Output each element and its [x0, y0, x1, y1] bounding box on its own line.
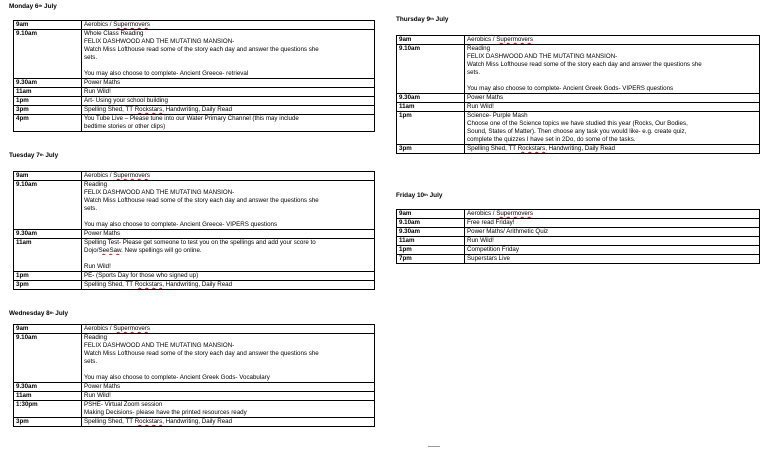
activity-line: Spelling Shed, TT Rockstars, Handwriting, Daily Read	[84, 106, 233, 113]
activity-cell	[465, 36, 760, 45]
activity-line: Aerobics / Supermovers	[84, 172, 151, 179]
activity-line: sets.	[467, 69, 481, 76]
time-cell: 9am	[397, 36, 465, 45]
time-cell: 9am	[14, 325, 82, 334]
schedule-row	[14, 334, 375, 383]
activity-line: Spelling Shed, TT Rockstars, Handwriting, Daily Read	[467, 145, 616, 152]
schedule-row	[14, 97, 375, 106]
time-cell: 1:30pm	[14, 401, 82, 418]
activity-line: You Tube Live – Please tune into our Water Primary Channel (this may include	[84, 115, 299, 122]
schedule-row	[397, 112, 760, 145]
activity-cell	[465, 237, 760, 246]
time-cell: 3pm	[397, 145, 465, 154]
activity-line: Watch Miss Lofthouse read some of the story each day and answer the questions she	[84, 350, 319, 357]
schedule-row	[14, 21, 375, 30]
schedule-table-wednesday	[13, 324, 375, 427]
day-title-suffix: th	[49, 310, 54, 315]
activity-line: Run Wild!	[84, 263, 111, 270]
schedule-row	[14, 79, 375, 88]
activity-line: FELIX DASHWOOD AND THE MUTATING MANSION-	[84, 189, 235, 196]
time-cell: 3pm	[14, 418, 82, 427]
activity-line: Spelling Test- Please get someone to test you on the spellings and add your score to	[84, 239, 316, 246]
day-title-friday	[396, 192, 442, 200]
time-cell: 9.10am	[397, 45, 465, 94]
activity-line: Making Decisions- please have the printed resources ready	[84, 409, 247, 416]
day-title-text: Tuesday 7	[9, 152, 40, 159]
schedule-table-tuesday	[13, 171, 375, 290]
schedule-table-monday	[13, 20, 375, 132]
activity-cell	[82, 30, 375, 79]
day-title-month: July	[53, 310, 69, 317]
activity-cell	[82, 392, 375, 401]
page-footer-mark	[428, 446, 440, 447]
day-title-suffix: th	[39, 152, 44, 157]
activity-line: Power Maths	[84, 79, 121, 86]
schedule-row	[14, 172, 375, 181]
activity-line: complete the quizzes I have set in 2Do, do some of the tasks.	[467, 136, 636, 143]
activity-line: You may also choose to complete- Ancient Greek Gods- VIPERS questions	[467, 85, 674, 92]
schedule-row	[397, 246, 760, 255]
activity-cell	[82, 106, 375, 115]
time-cell: 9.30am	[397, 94, 465, 103]
day-title-suffix: th	[424, 192, 428, 197]
time-cell: 1pm	[14, 97, 82, 106]
schedule-row	[14, 418, 375, 427]
time-cell: 11am	[14, 392, 82, 401]
time-cell: 9.10am	[14, 30, 82, 79]
time-cell: 9.30am	[14, 383, 82, 392]
activity-line: FELIX DASHWOOD AND THE MUTATING MANSION-	[84, 342, 235, 349]
schedule-row	[397, 237, 760, 246]
schedule-row	[14, 272, 375, 281]
activity-line: Power Maths	[84, 383, 121, 390]
schedule-row	[14, 181, 375, 230]
activity-cell	[82, 281, 375, 290]
activity-line	[467, 77, 757, 85]
activity-cell	[82, 21, 375, 30]
activity-line: You may also choose to complete- Ancient Greece- retrieval	[84, 70, 249, 77]
activity-line: Watch Miss Lofthouse read some of the story each day and answer the questions she	[84, 197, 319, 204]
activity-line: Spelling Shed, TT Rockstars, Handwriting, Daily Read	[84, 281, 233, 288]
day-title-wednesday	[9, 310, 68, 318]
activity-cell	[82, 79, 375, 88]
schedule-row	[14, 325, 375, 334]
time-cell: 1pm	[14, 272, 82, 281]
activity-line: Aerobics / Supermovers	[467, 210, 534, 217]
activity-line: Aerobics / Supermovers	[84, 21, 151, 28]
schedule-row	[397, 94, 760, 103]
activity-line: sets.	[84, 205, 98, 212]
activity-line: Free read Friday!	[467, 219, 515, 226]
activity-line: Power Maths	[467, 94, 504, 101]
schedule-row	[14, 230, 375, 239]
schedule-row	[397, 255, 760, 264]
activity-line: Reading	[84, 181, 108, 188]
schedule-row	[397, 145, 760, 154]
activity-line: Choose one of the Science topics we have studied this year (Rocks, Our Bodies,	[467, 120, 688, 127]
activity-line: Reading	[467, 45, 491, 52]
activity-line: Run Wild!	[467, 237, 494, 244]
activity-line: Aerobics / Supermovers	[467, 36, 534, 43]
activity-cell	[82, 239, 375, 272]
activity-line: Science- Purple Mash	[467, 112, 528, 119]
activity-line: Run Wild!	[84, 88, 111, 95]
activity-cell	[82, 115, 375, 132]
activity-line: sets.	[84, 54, 98, 61]
schedule-row	[14, 383, 375, 392]
activity-cell	[82, 401, 375, 418]
activity-line: bedtime stories or other clips)	[84, 123, 166, 130]
activity-line: Reading	[84, 334, 108, 341]
activity-line: Run Wild!	[467, 103, 494, 110]
schedule-row	[14, 30, 375, 79]
schedule-row	[14, 239, 375, 272]
activity-line: You may also choose to complete- Ancient Greek Gods- Vocabulary	[84, 374, 270, 381]
day-title-month: July	[43, 152, 59, 159]
day-title-text: Monday 6	[9, 3, 39, 10]
activity-line: Aerobics / Supermovers	[84, 325, 151, 332]
schedule-table-thursday	[396, 35, 760, 154]
day-title-month: July	[433, 16, 449, 23]
time-cell: 9.10am	[14, 334, 82, 383]
activity-cell	[82, 325, 375, 334]
activity-line: Art- Using your school building	[84, 97, 168, 104]
time-cell: 9.30am	[14, 79, 82, 88]
activity-cell	[465, 255, 760, 264]
time-cell: 11am	[397, 103, 465, 112]
spellcheck-word: SeeSaw	[98, 247, 122, 254]
activity-cell	[465, 228, 760, 237]
spellcheck-word: Rockstars	[134, 106, 163, 113]
activity-line	[84, 62, 372, 70]
time-cell: 1pm	[397, 246, 465, 255]
activity-line: Superstars Live	[467, 255, 510, 262]
activity-line: FELIX DASHWOOD AND THE MUTATING MANSION-	[467, 53, 618, 60]
time-cell: 3pm	[14, 106, 82, 115]
time-cell: 9am	[14, 21, 82, 30]
spellcheck-word: Rockstars	[134, 418, 163, 425]
spellcheck-word: Supermovers	[496, 210, 534, 217]
activity-line: Sound, States of Matter). Then choose any task you would like- e.g. create quiz,	[467, 128, 687, 135]
time-cell: 9.10am	[397, 219, 465, 228]
day-title-suffix: th	[430, 16, 434, 21]
activity-line	[84, 366, 372, 374]
activity-cell	[465, 94, 760, 103]
time-cell: 1pm	[397, 112, 465, 145]
activity-cell	[82, 97, 375, 106]
activity-line	[84, 213, 372, 221]
activity-line: Power Maths	[84, 230, 121, 237]
schedule-row	[14, 392, 375, 401]
day-title-text: Wednesday 8	[9, 310, 50, 317]
time-cell: 3pm	[14, 281, 82, 290]
activity-cell	[465, 219, 760, 228]
spellcheck-word: Supermovers	[496, 36, 534, 43]
activity-cell	[82, 181, 375, 230]
activity-line	[84, 255, 372, 263]
spellcheck-word: Rockstars	[517, 145, 546, 152]
schedule-row	[14, 88, 375, 97]
schedule-row	[397, 36, 760, 45]
day-title-monday	[9, 3, 57, 11]
activity-cell	[82, 88, 375, 97]
activity-cell	[465, 45, 760, 94]
schedule-row	[14, 115, 375, 132]
spellcheck-word: Supermovers	[113, 172, 151, 179]
activity-cell	[82, 172, 375, 181]
time-cell: 7pm	[397, 255, 465, 264]
activity-line: Dojo/SeeSaw. New spellings will go online.	[84, 247, 202, 254]
day-title-text: Friday 10	[396, 192, 425, 199]
schedule-row	[397, 103, 760, 112]
activity-line: You may also choose to complete- Ancient Greece- VIPERS questions	[84, 221, 278, 228]
schedule-row	[14, 401, 375, 418]
activity-line: Run Wild!	[84, 392, 111, 399]
activity-line: Whole Class Reading	[84, 30, 144, 37]
time-cell: 9am	[14, 172, 82, 181]
activity-cell	[82, 418, 375, 427]
schedule-row	[14, 281, 375, 290]
activity-line: Watch Miss Lofthouse read some of the story each day and answer the questions she	[467, 61, 702, 68]
schedule-row	[397, 45, 760, 94]
activity-cell	[465, 145, 760, 154]
activity-line: Watch Miss Lofthouse read some of the story each day and answer the questions she	[84, 46, 319, 53]
activity-line: FELIX DASHWOOD AND THE MUTATING MANSION-	[84, 38, 235, 45]
spellcheck-word: Supermovers	[113, 325, 151, 332]
activity-cell	[465, 210, 760, 219]
schedule-row	[397, 210, 760, 219]
schedule-row	[14, 106, 375, 115]
activity-cell	[465, 103, 760, 112]
time-cell: 11am	[14, 88, 82, 97]
day-title-suffix: th	[38, 3, 43, 8]
time-cell: 11am	[14, 239, 82, 272]
time-cell: 9.10am	[14, 181, 82, 230]
spellcheck-word: Rockstars	[134, 281, 163, 288]
activity-line: PE- (Sports Day for those who signed up)	[84, 272, 199, 279]
day-title-thursday	[396, 16, 448, 24]
day-title-text: Thursday 9	[396, 16, 431, 23]
activity-cell	[82, 383, 375, 392]
activity-line: Spelling Shed, TT Rockstars, Handwriting, Daily Read	[84, 418, 233, 425]
spellcheck-word: Supermovers	[113, 21, 151, 28]
activity-cell	[82, 272, 375, 281]
time-cell: 4pm	[14, 115, 82, 132]
activity-cell	[465, 112, 760, 145]
activity-line: sets.	[84, 358, 98, 365]
time-cell: 9.30am	[14, 230, 82, 239]
day-title-month: July	[42, 3, 57, 10]
time-cell: 11am	[397, 237, 465, 246]
activity-cell	[465, 246, 760, 255]
time-cell: 9.30am	[397, 228, 465, 237]
schedule-row	[397, 228, 760, 237]
activity-line: Power Maths/ Arithmetic Quiz	[467, 228, 549, 235]
day-title-tuesday	[9, 152, 58, 160]
day-title-month: July	[427, 192, 443, 199]
activity-cell	[82, 230, 375, 239]
activity-line: PSHE- Virtual Zoom session	[84, 401, 163, 408]
activity-cell	[82, 334, 375, 383]
schedule-table-friday	[396, 209, 760, 264]
activity-line: Competition Friday	[467, 246, 519, 253]
time-cell: 9am	[397, 210, 465, 219]
schedule-row	[397, 219, 760, 228]
